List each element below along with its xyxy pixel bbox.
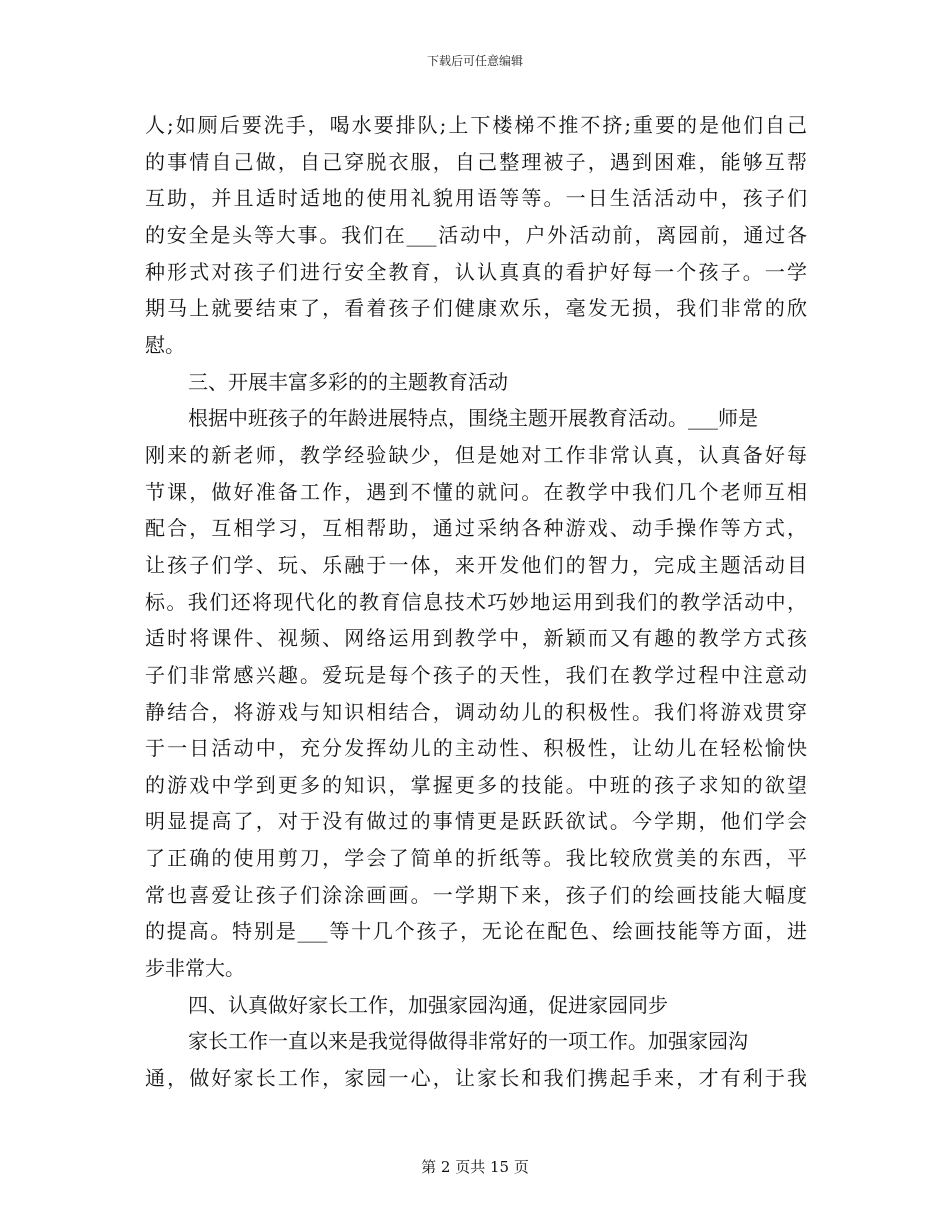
document-body [145,107,807,1097]
text-line-content: 期马上就要结束了，看着孩子们健康欢乐，毫发无损，我们非常的欣 [145,296,807,321]
text-line-content: 步非常大。 [145,956,245,981]
text-line [145,694,807,731]
text-line-content: 节课，做好准备工作，遇到不懂的就问。在教学中我们几个老师互相 [145,479,807,504]
text-line [145,510,807,547]
text-line [145,364,807,401]
text-line-content: 静结合，将游戏与知识相结合，调动幼儿的积极性。我们将游戏贯穿 [145,699,807,724]
text-line-content: 根据中班孩子的年龄进展特点，围绕主题开展教育活动。___师是 [188,406,758,431]
text-line [145,254,807,291]
page-footer: 第 2 页共 15 页 [421,1158,529,1176]
text-line [145,474,807,511]
text-line-content: 常也喜爱让孩子们涂涂画画。一学期下来，孩子们的绘画技能大幅度 [145,882,807,907]
text-line-content: 家长工作一直以来是我觉得做得非常好的一项工作。加强家园沟 [188,1029,748,1054]
text-line-content: 的安全是头等大事。我们在___活动中，户外活动前，离园前，通过各 [145,222,807,247]
text-line [145,180,807,217]
text-line-content: 互助，并且适时适地的使用礼貌用语等等。一日生活活动中，孩子们 [145,186,807,211]
text-line [145,877,807,914]
text-line-content: 标。我们还将现代化的教育信息技术巧妙地运用到我们的教学活动中， [145,589,807,614]
text-line-content: 让孩子们学、玩、乐融于一体，来开发他们的智力，完成主题活动目 [145,552,807,577]
text-line [145,144,807,181]
text-line-content: 四、认真做好家长工作，加强家园沟通，促进家园同步 [188,992,668,1017]
text-line-content: 刚来的新老师，教学经验缺少，但是她对工作非常认真，认真备好每 [145,442,807,467]
text-line-content: 种形式对孩子们进行安全教育，认认真真的看护好每一个孩子。一学 [145,259,807,284]
text-line [145,840,807,877]
text-line [145,730,807,767]
text-line [145,987,807,1024]
text-line [145,657,807,694]
text-line-content: 配合，互相学习，互相帮助，通过采纳各种游戏、动手操作等方式， [145,516,807,541]
text-line-content: 三、开展丰富多彩的的主题教育活动 [188,369,508,394]
text-line-content: 适时将课件、视频、网络运用到教学中，新颖而又有趣的教学方式孩 [145,626,807,651]
page-header: 下载后可任意编辑 [426,54,523,68]
text-line [145,400,807,437]
text-line-content: 的游戏中学到更多的知识，掌握更多的技能。中班的孩子求知的欲望 [145,772,807,797]
text-line-content: 了正确的使用剪刀，学会了简单的折纸等。我比较欣赏美的东西，平 [145,846,807,871]
text-line-content: 明显提高了，对于没有做过的事情更是跃跃欲试。今学期，他们学会 [145,809,807,834]
text-line-content: 于一日活动中，充分发挥幼儿的主动性、积极性，让幼儿在轻松愉快 [145,736,807,761]
text-line [145,437,807,474]
text-line [145,950,807,987]
text-line [145,107,807,144]
text-line [145,547,807,584]
text-line [145,803,807,840]
text-line [145,584,807,621]
text-line [145,620,807,657]
text-line [145,913,807,950]
text-line-content: 通，做好家长工作，家园一心，让家长和我们携起手来，才有利于我 [145,1066,807,1091]
text-line-content: 子们非常感兴趣。爱玩是每个孩子的天性，我们在教学过程中注意动 [145,662,807,687]
text-line [145,767,807,804]
text-line [145,1060,807,1097]
text-line [145,1023,807,1060]
text-line-content: 的提高。特别是___等十几个孩子，无论在配色、绘画技能等方面，进 [145,919,807,944]
text-line [145,217,807,254]
text-line-content: 人;如厕后要洗手，喝水要排队;上下楼梯不推不挤;重要的是他们自己 [145,113,807,137]
text-line [145,327,807,364]
text-line-content: 的事情自己做，自己穿脱衣服，自己整理被子，遇到困难，能够互帮 [145,149,807,174]
text-line [145,290,807,327]
text-line-content: 慰。 [145,332,185,357]
